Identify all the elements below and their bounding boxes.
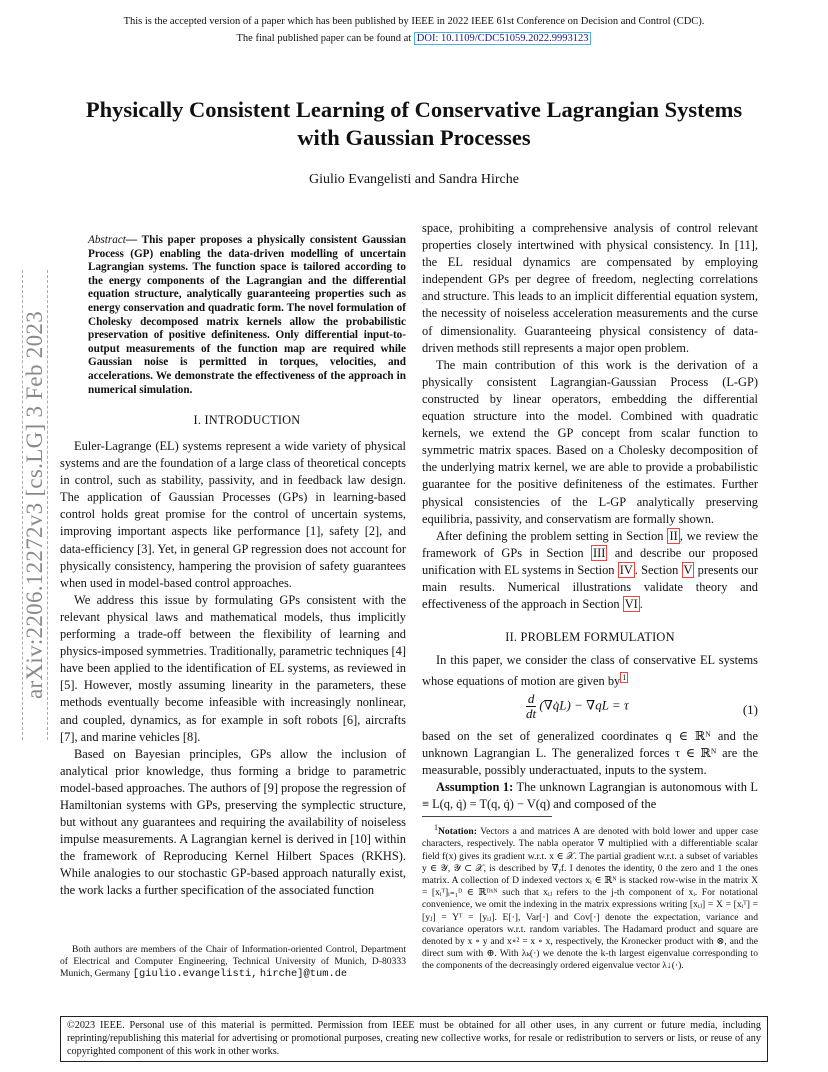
paper-title-line2: with Gaussian Processes — [297, 125, 531, 150]
problem-intro — [422, 652, 758, 690]
publication-notice-line1: This is the accepted version of a paper which has been published by IEEE in 2022 IEEE 61st Conference on Decision and Control (CDC). — [123, 16, 705, 27]
notice-prefix: The final published paper can be found at — [236, 33, 412, 44]
notation-footnote-mark: 1 — [434, 823, 438, 832]
equation-1 — [430, 692, 758, 728]
intro-paragraph-2: We address this issue by formulating GPs consistent with the relevant physical laws and mathematical models, thus implicitly performing a trade-off between the flexibility of learning and physics-imposed symmetries. Traditionally, parametric techniques [4] have been applied to the identification of EL systems, as reviewed in [5]. However, mostly assuming linearity in the parameters, these methods eventually become infeasible with increasingly nonlinear, and coupled, dynamics, as for example in soft robots [6], aircrafts [7], and marine vehicles [8]. — [60, 592, 406, 744]
right-paragraph-3: After defining the problem setting in Section II , we review the framework of GPs in Section III and describe our proposed unification with EL systems in Section IV . Section V presents our main results. Numerical illustrations validate theory and effectiveness of the approach in Section VI . — [422, 528, 758, 612]
right-paragraph-1: space, prohibiting a comprehensive analysis of control relevant properties closely intertwined with physical consistency. In [11], the EL residual dynamics are compensated by employing independent GPs per degree of freedom, neglecting correlations and structure. This leads to an implicit differential equation system, the necessity of noiseless acceleration measurements and the curse of dimensionality. Guaranteeing physical consistency of data-driven methods still represents a major open problem. — [422, 221, 758, 355]
section-heading-introduction: I. INTRODUCTION — [193, 413, 301, 427]
section-ref-IV[interactable]: IV — [619, 562, 633, 577]
author-email-2[interactable]: hirche]@tum.de — [259, 968, 348, 981]
arxiv-stamp-text: arXiv:2206.12272v3 [cs.LG] 3 Feb 2023 — [22, 311, 47, 699]
abstract-label: Abstract — [88, 234, 126, 246]
assumption-1-text: The unknown Lagrangian is autonomous with L ≡ L(q, q̇) = T(q, q̇) − V(q) and composed of the — [422, 780, 758, 812]
paper-authors: Giulio Evangelisti and Sandra Hirche — [309, 172, 519, 187]
right-column-body — [422, 220, 758, 613]
intro-paragraph-3: Based on Bayesian principles, GPs allow the inclusion of analytical prior knowledge, thus forming a bridge to parametric model-based approaches. The authors of [9] propose the regression of Hamiltonian systems with GPs, preserving the symplectic structure, but without any guarantees and requiring the availability of noiseless impulse measurements. A Lagrangian kernel is derived in [10] within the framework of Reproducing Kernel Hilbert Spaces (RKHS). While analogies to our stochastic GP-based approach naturally exist, the work lacks a further specification of the associated function — [60, 746, 406, 898]
notation-footnote — [422, 822, 758, 973]
affiliation-text: Both authors are members of the Chair of Information-oriented Control, Department of Electrical and Computer Engineering, Technical University of Munich, D-80333 Munich, Germany — [60, 944, 406, 980]
coordinates-paragraph: based on the set of generalized coordinates q ∈ ℝᴺ and the unknown Lagrangian L. The generalized forces τ ∈ ℝᴺ are the measurable, possibly underactuated, inputs to the system. — [422, 729, 758, 778]
publication-notice-line2 — [0, 31, 828, 47]
equation-1-fraction: $\frac{d}{dt}$ — [526, 691, 537, 721]
assumption-1-label: Assumption 1: — [436, 780, 514, 795]
abstract — [88, 234, 406, 397]
notation-footnote-text: Vectors a and matrices A are denoted with bold lower and upper case characters, respectively. The nabla operator ∇ multiplied with a differentiable scalar field f(x) gives its gradient w.r.t. x ∈ 𝒳. The partial gradient w.r.t. a subset of variables y ∈ 𝒴, 𝒴 ⊂ 𝒳, is described by ∇ᵧf. I denotes the identity, 0 the zero and 1 the ones matrix. A collection of D indexed vectors xᵢ ∈ ℝᴺ is stacked row-wise in the matrix X = [xᵢᵀ]ᵢ₌₁ᴰ ∈ ℝᴰˣᴺ such that xᵢⱼ refers to the j-th component of xᵢ. For notational convenience, we omit the indexing in the matrix expressions writing [xᵢⱼ] = X = [xᵢᵀ] = [yⱼ] = Yᵀ = [yᵢⱼ]. E[·], Var[·] and Cov[·] denote the expectation, variance and covariance operators w.r.t. random variables. The Hadamard product and square are denoted by x ∘ y and x∘² = x ∘ x, respectively, the Kronecker product with ⊗, and the direct sum with ⊕. With λₖ(·) we denote the k-th largest eigenvalue corresponding to the components of the decreasingly ordered eigenvalue vector λ↓(·). — [422, 826, 758, 972]
footnote-ref-1[interactable]: 1 — [622, 673, 627, 683]
author-email-1[interactable]: [giulio.evangelisti, — [132, 968, 258, 981]
abstract-text: — This paper proposes a physically consistent Gaussian Process (GP) enabling the data-driven modelling of uncertain Lagrangian systems. The function space is tailored according to the energy components of the Lagrangian and the differential equation structure, analytically guaranteeing properties such as energy conservation and quadratic form. The novel formulation of Cholesky decomposed matrix kernels allow the probabilistic preservation of positive definiteness. Only differential input-to-output measurements of the function map are required while Gaussian noise is permitted in torques, velocities, and accelerations. We demonstrate the effectiveness of the approach in numerical simulation. — [88, 234, 406, 396]
problem-continuation — [422, 728, 758, 813]
copyright-notice: ©2023 IEEE. Personal use of this material is permitted. Permission from IEEE must be obtained for all other uses, in any current or future media, including reprinting/republishing this material for advertising or promotional purposes, creating new collective works, for resale or redistribution to servers or lists, or reuse of any copyrighted component of this work in other works. — [60, 1016, 768, 1062]
footnote-rule — [422, 816, 552, 817]
notation-footnote-label: Notation: — [438, 826, 477, 838]
paper-title — [60, 96, 768, 152]
section-heading-problem-formulation: II. PROBLEM FORMULATION — [505, 630, 675, 644]
section-ref-III[interactable]: III — [593, 545, 606, 560]
paper-title-line1: Physically Consistent Learning of Conservative Lagrangian Systems — [85, 97, 743, 122]
section-ref-V[interactable]: V — [683, 562, 693, 577]
arxiv-stamp[interactable] — [22, 270, 48, 740]
section-ref-II[interactable]: II — [669, 528, 678, 543]
problem-paragraph: In this paper, we consider the class of conservative EL systems whose equations of motion are given by $^1$ — [422, 653, 758, 689]
equation-1-number: (1) — [742, 702, 758, 717]
affiliation-footnote — [60, 944, 406, 981]
left-column-body — [60, 438, 406, 900]
equation-1-expression: (∇q̇L) − ∇qL = τ — [539, 697, 629, 713]
section-ref-VI[interactable]: VI — [624, 597, 638, 612]
right-paragraph-2: The main contribution of this work is the derivation of a physically consistent Lagrangian-Gaussian Process (L-GP) constructed by linear operators, embedding the differential equation structure into the model. Combined with quadratic kernels, we extend the GP concept from scalar function to symmetric matrix spaces. Based on a Cholesky decomposition of the underlying matrix kernel, we are able to provide a probabilistic guarantee for the positive definiteness of the estimates. Further physical consistencies of the L-GP analytically preserving equilibria, passivity, and conservatism are formally shown. — [422, 357, 758, 526]
assumption-1 — [422, 779, 758, 813]
doi-link[interactable]: DOI: 10.1109/CDC51059.2022.9993123 — [414, 32, 592, 45]
intro-paragraph-1: Euler-Lagrange (EL) systems represent a wide variety of physical systems and are the foundation of a large class of theoretical concepts in control, such as stability, passivity, and in feedback law design. The application of Gaussian Processes (GPs) in learning-based control holds great promise for the control of uncertain systems, improving important aspects like performance [1], safety [2], and data-efficiency [3]. Yet, in general GP regression does not account for physically consistency, hampering the provision of safety guarantees when used in model-based control approaches. — [60, 439, 406, 590]
equation-1-body — [526, 692, 629, 721]
